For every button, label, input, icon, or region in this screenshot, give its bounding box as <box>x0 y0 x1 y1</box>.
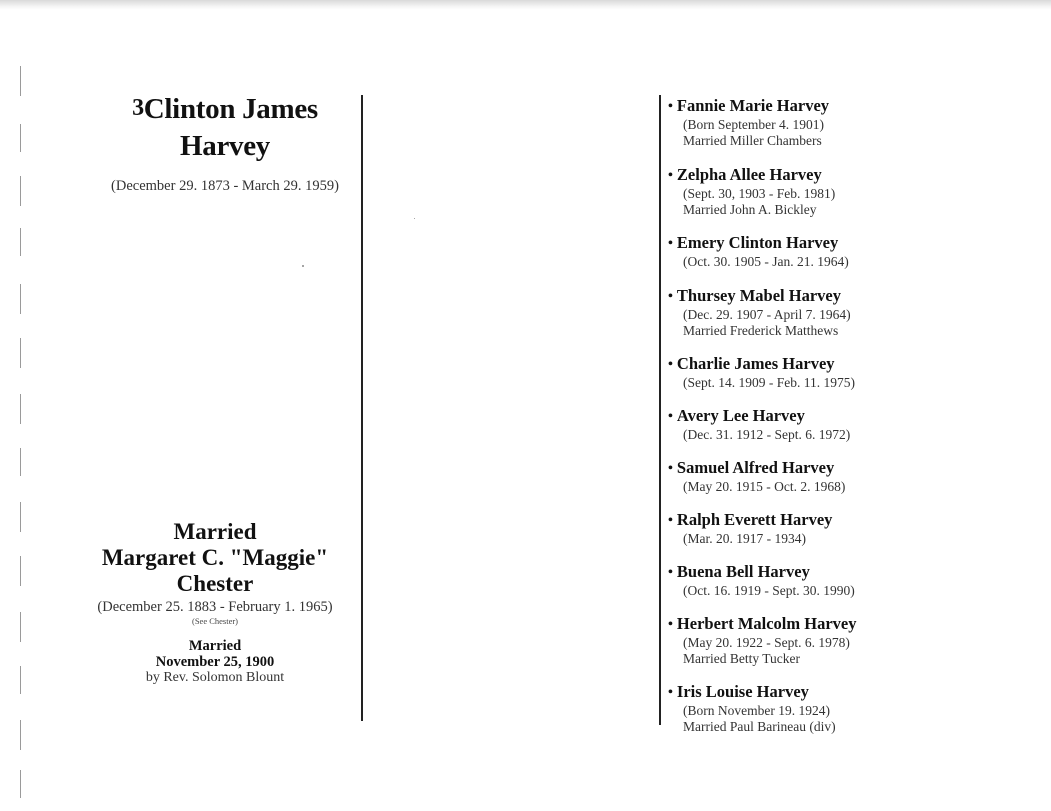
child-detail: (Sept. 14. 1909 - Feb. 11. 1975) <box>683 375 855 390</box>
child-name: Charlie James Harvey <box>676 354 835 373</box>
spouse-lifespan: (December 25. 1883 - February 1. 1965) <box>97 599 333 615</box>
child-entry <box>668 615 857 667</box>
child-detail: (Mar. 20. 1917 - 1934) <box>683 531 806 546</box>
punch-mark <box>20 394 21 424</box>
child-detail: (Dec. 31. 1912 - Sept. 6. 1972) <box>683 427 851 442</box>
child-entry <box>668 459 845 495</box>
punch-mark <box>20 666 21 694</box>
child-name: Iris Louise Harvey <box>676 682 809 701</box>
child-entry <box>668 97 829 149</box>
child-detail: (May 20. 1922 - Sept. 6. 1978) <box>683 635 850 650</box>
bullet-icon: • <box>668 565 673 580</box>
bullet-icon: • <box>668 513 673 528</box>
bullet-icon: • <box>668 685 673 700</box>
punch-mark <box>20 502 21 532</box>
child-entry <box>668 234 849 270</box>
bullet-icon: • <box>668 461 673 476</box>
child-name: Ralph Everett Harvey <box>676 510 833 529</box>
child-detail: Married Frederick Matthews <box>683 323 839 338</box>
right-column-divider <box>659 95 661 725</box>
child-detail: (Born September 4. 1901) <box>683 117 824 132</box>
child-detail: Married Paul Barineau (div) <box>683 719 836 734</box>
child-detail: (Dec. 29. 1907 - April 7. 1964) <box>683 307 851 322</box>
child-entry <box>668 355 855 391</box>
child-name: Fannie Marie Harvey <box>676 96 830 115</box>
child-name: Emery Clinton Harvey <box>676 233 839 252</box>
child-entry <box>668 407 850 443</box>
person-name-line2: Harvey <box>179 130 270 162</box>
child-name: Thursey Mabel Harvey <box>676 286 841 305</box>
punch-mark <box>20 228 21 256</box>
child-entry <box>668 166 835 218</box>
bullet-icon: • <box>668 168 673 183</box>
person-lifespan: (December 29. 1873 - March 29. 1959) <box>111 178 339 194</box>
punch-mark <box>20 284 21 314</box>
punch-mark <box>20 66 21 96</box>
child-detail: (Sept. 30, 1903 - Feb. 1981) <box>683 186 836 201</box>
married-date: November 25, 1900 <box>155 654 275 670</box>
bullet-icon: • <box>668 617 673 632</box>
child-name: Buena Bell Harvey <box>676 562 810 581</box>
punch-mark <box>20 124 21 152</box>
punch-mark <box>20 770 21 798</box>
punch-mark <box>20 556 21 586</box>
see-chester-note: (See Chester) <box>191 616 239 626</box>
punch-mark <box>20 448 21 476</box>
punch-mark <box>20 720 21 750</box>
bullet-icon: • <box>668 357 673 372</box>
child-entry <box>668 287 851 339</box>
marriage-block <box>60 519 370 686</box>
child-detail: (Oct. 30. 1905 - Jan. 21. 1964) <box>683 254 849 269</box>
bullet-icon: • <box>668 236 673 251</box>
child-detail: Married Miller Chambers <box>683 133 822 148</box>
child-detail: Married Betty Tucker <box>683 651 800 666</box>
child-detail: (Oct. 16. 1919 - Sept. 30. 1990) <box>683 583 855 598</box>
married-heading: Married <box>173 519 257 544</box>
scan-speck <box>302 265 304 267</box>
child-entry <box>668 683 836 735</box>
scan-speck <box>414 218 415 219</box>
child-detail: Married John A. Bickley <box>683 202 817 217</box>
child-name: Herbert Malcolm Harvey <box>676 614 857 633</box>
child-entry <box>668 563 855 599</box>
child-detail: (May 20. 1915 - Oct. 2. 1968) <box>683 479 846 494</box>
child-name: Zelpha Allee Harvey <box>676 165 822 184</box>
generation-number: 3 <box>132 95 144 121</box>
punch-mark <box>20 612 21 642</box>
married-label: Married <box>188 638 242 654</box>
bullet-icon: • <box>668 409 673 424</box>
child-name: Samuel Alfred Harvey <box>676 458 835 477</box>
scan-top-edge <box>0 0 1051 10</box>
person-name-line1: Clinton James <box>143 93 318 125</box>
bullet-icon: • <box>668 99 673 114</box>
bullet-icon: • <box>668 289 673 304</box>
child-detail: (Born November 19. 1924) <box>683 703 830 718</box>
child-entry <box>668 511 832 547</box>
officiant: by Rev. Solomon Blount <box>145 670 285 685</box>
person-title <box>100 92 350 164</box>
punch-mark <box>20 338 21 368</box>
spouse-name-line1: Margaret C. "Maggie" <box>101 545 329 570</box>
spouse-name-line2: Chester <box>176 571 254 596</box>
punch-mark <box>20 176 21 206</box>
child-name: Avery Lee Harvey <box>676 406 805 425</box>
